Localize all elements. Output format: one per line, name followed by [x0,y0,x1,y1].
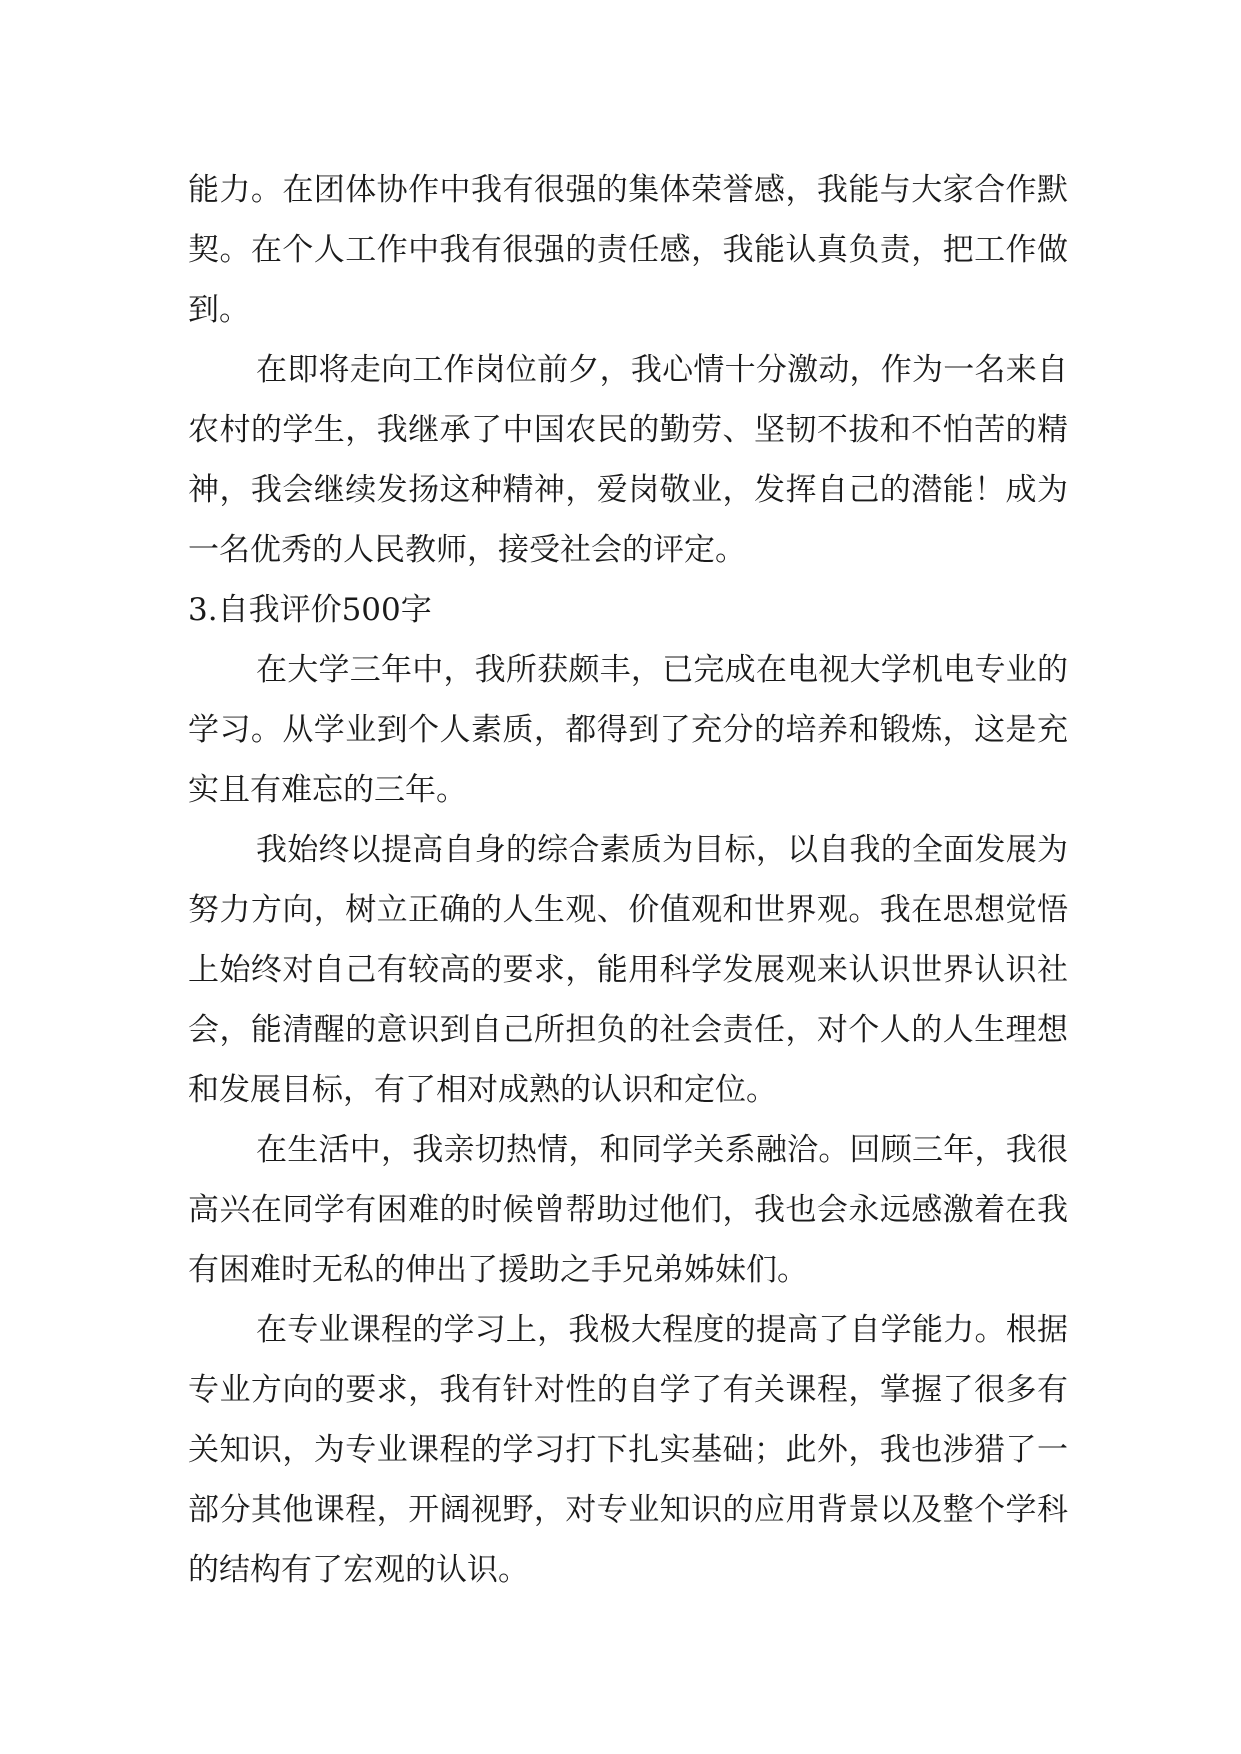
document-body [188,160,1068,1600]
paragraph-university-summary: 在大学三年中，我所获颇丰，已完成在电视大学机电专业的学习。从学业到个人素质，都得到了充分的培养和锻炼，这是充实且有难忘的三年。 [188,652,1068,808]
paragraph-life: 在生活中，我亲切热情，和同学关系融洽。回顾三年，我很高兴在同学有困难的时候曾帮助过他们，我也会永远感激着在我有困难时无私的伸出了援助之手兄弟姊妹们。 [188,1132,1068,1288]
paragraph-career-outlook: 在即将走向工作岗位前夕，我心情十分激动，作为一名来自农村的学生，我继承了中国农民的勤劳、坚韧不拔和不怕苦的精神，我会继续发扬这种精神，爱岗敬业，发挥自己的潜能！成为一名优秀的人民教师，接受社会的评定。 [188,352,1068,568]
section-heading-self-evaluation: 3.自我评价500字 [188,592,432,628]
paragraph-ideology: 我始终以提高自身的综合素质为目标，以自我的全面发展为努力方向，树立正确的人生观、价值观和世界观。我在思想觉悟上始终对自己有较高的要求，能用科学发展观来认识世界认识社会，能清醒的意识到自己所担负的社会责任，对个人的人生理想和发展目标，有了相对成熟的认识和定位。 [188,832,1068,1108]
paragraph-study: 在专业课程的学习上，我极大程度的提高了自学能力。根据专业方向的要求，我有针对性的自学了有关课程，掌握了很多有关知识，为专业课程的学习打下扎实基础；此外，我也涉猎了一部分其他课程，开阔视野，对专业知识的应用背景以及整个学科的结构有了宏观的认识。 [188,1312,1068,1588]
paragraph-continuation: 能力。在团体协作中我有很强的集体荣誉感，我能与大家合作默契。在个人工作中我有很强的责任感，我能认真负责，把工作做到。 [188,172,1068,328]
